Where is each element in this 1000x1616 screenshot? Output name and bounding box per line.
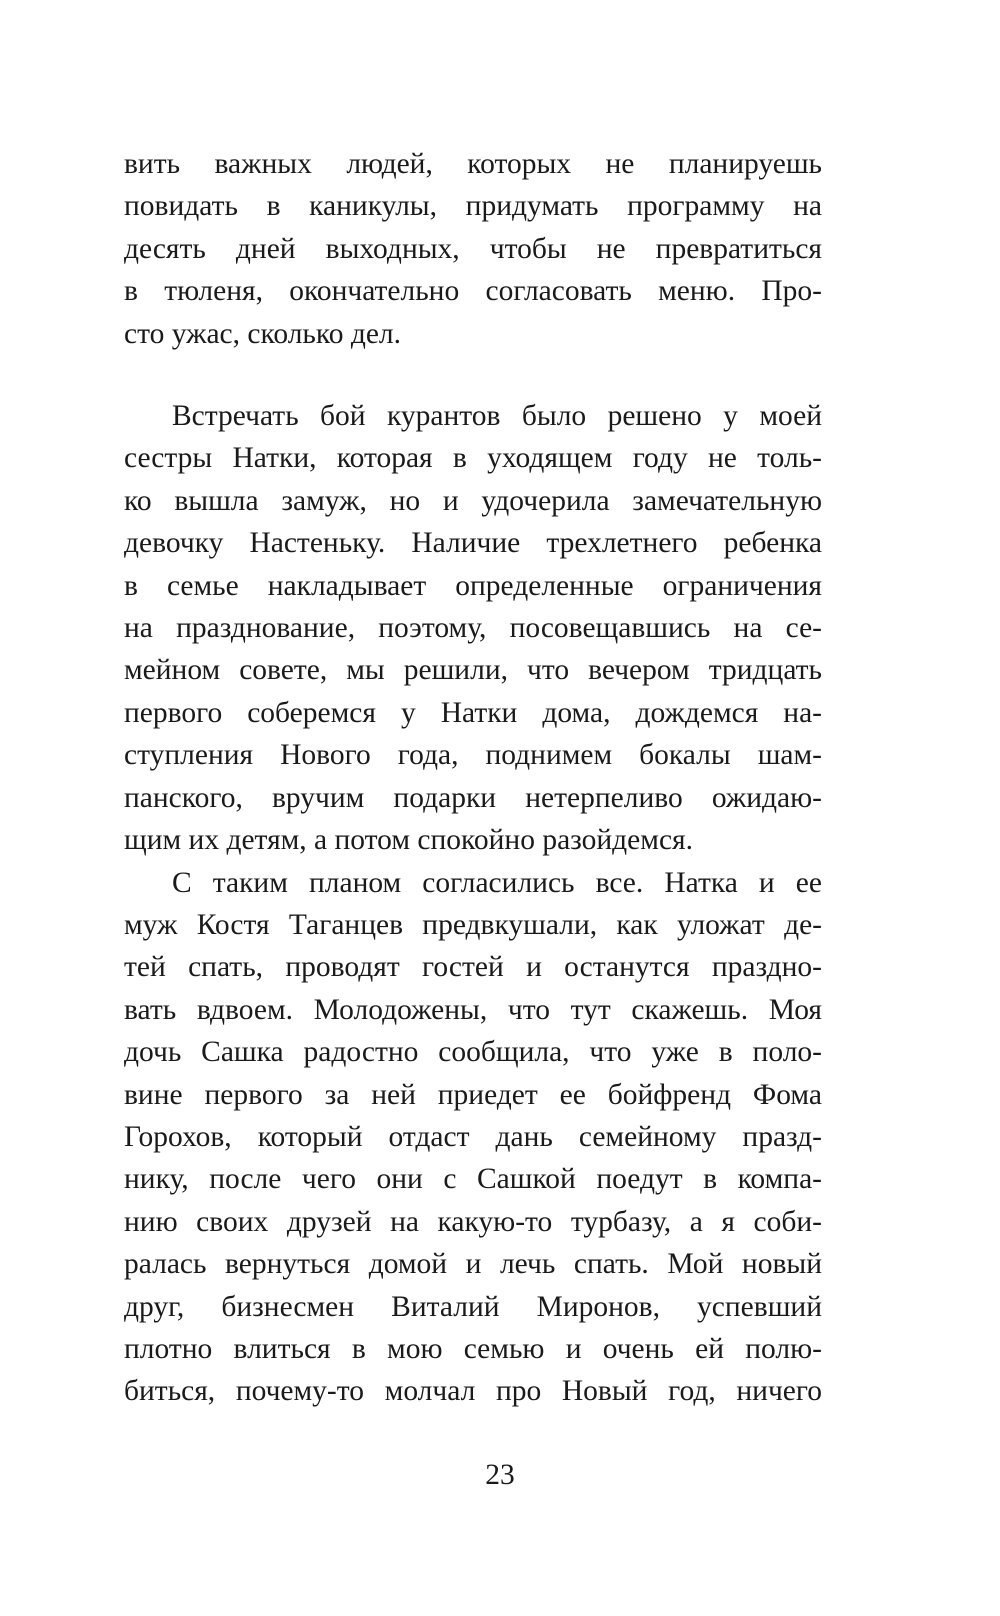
text-line: тей спать, проводят гостей и останутся праздно- [124,951,822,984]
paragraph-1 [124,143,822,355]
text-line: на празднование, поэтому, посовещавшись на се- [124,612,822,645]
text-line: десять дней выходных, чтобы не превратиться [124,232,822,265]
text-line: биться, почему-то молчал про Новый год, ничего [124,1375,822,1408]
text-line: вать вдвоем. Молодожены, что тут скажешь. Моя [124,993,822,1026]
text-line: ступления Нового года, поднимем бокалы шам- [124,739,822,772]
text-line: в тюленя, окончательно согласовать меню. Про- [124,275,822,308]
text-line: мейном совете, мы решили, что вечером тридцать [124,654,822,687]
text-line: плотно влиться в мою семью и очень ей полю- [124,1332,822,1365]
text-line: С таким планом согласились все. Натка и ее [172,866,822,899]
text-line: сестры Натки, которая в уходящем году не толь- [124,442,822,475]
paragraph-3 [124,862,822,1413]
text-line: щим их детям, а потом спокойно разойдемся. [124,824,693,857]
text-line: Горохов, который отдаст дань семейному празд- [124,1120,822,1153]
text-line: муж Костя Таганцев предвкушали, как уложат де- [124,908,822,941]
text-line: вине первого за ней приедет ее бойфренд Фома [124,1078,822,1111]
text-line: повидать в каникулы, придумать программу на [124,190,822,223]
text-line: панского, вручим подарки нетерпеливо ожидаю- [124,781,822,814]
text-line: сто ужас, сколько дел. [124,317,402,350]
text-line: нию своих друзей на какую-то турбазу, а я соби- [124,1205,822,1238]
text-line: друг, бизнесмен Виталий Миронов, успевший [124,1290,822,1323]
page-body [124,143,822,1413]
text-line: ко вышла замуж, но и удочерила замечательную [124,484,822,517]
text-line: дочь Сашка радостно сообщила, что уже в поло- [124,1036,822,1069]
text-line: Встречать бой курантов было решено у моей [172,400,822,433]
page-number: 23 [485,1459,515,1491]
section-break [124,355,822,395]
paragraph-2 [124,395,822,861]
text-line: нику, после чего они с Сашкой поедут в компа- [124,1163,822,1196]
text-line: первого соберемся у Натки дома, дождемся на- [124,696,822,729]
text-line: ралась вернуться домой и лечь спать. Мой новый [124,1248,822,1281]
text-line: девочку Настеньку. Наличие трехлетнего ребенка [124,527,822,560]
text-line: вить важных людей, которых не планируешь [124,148,822,180]
text-line: в семье накладывает определенные ограничения [124,569,822,602]
